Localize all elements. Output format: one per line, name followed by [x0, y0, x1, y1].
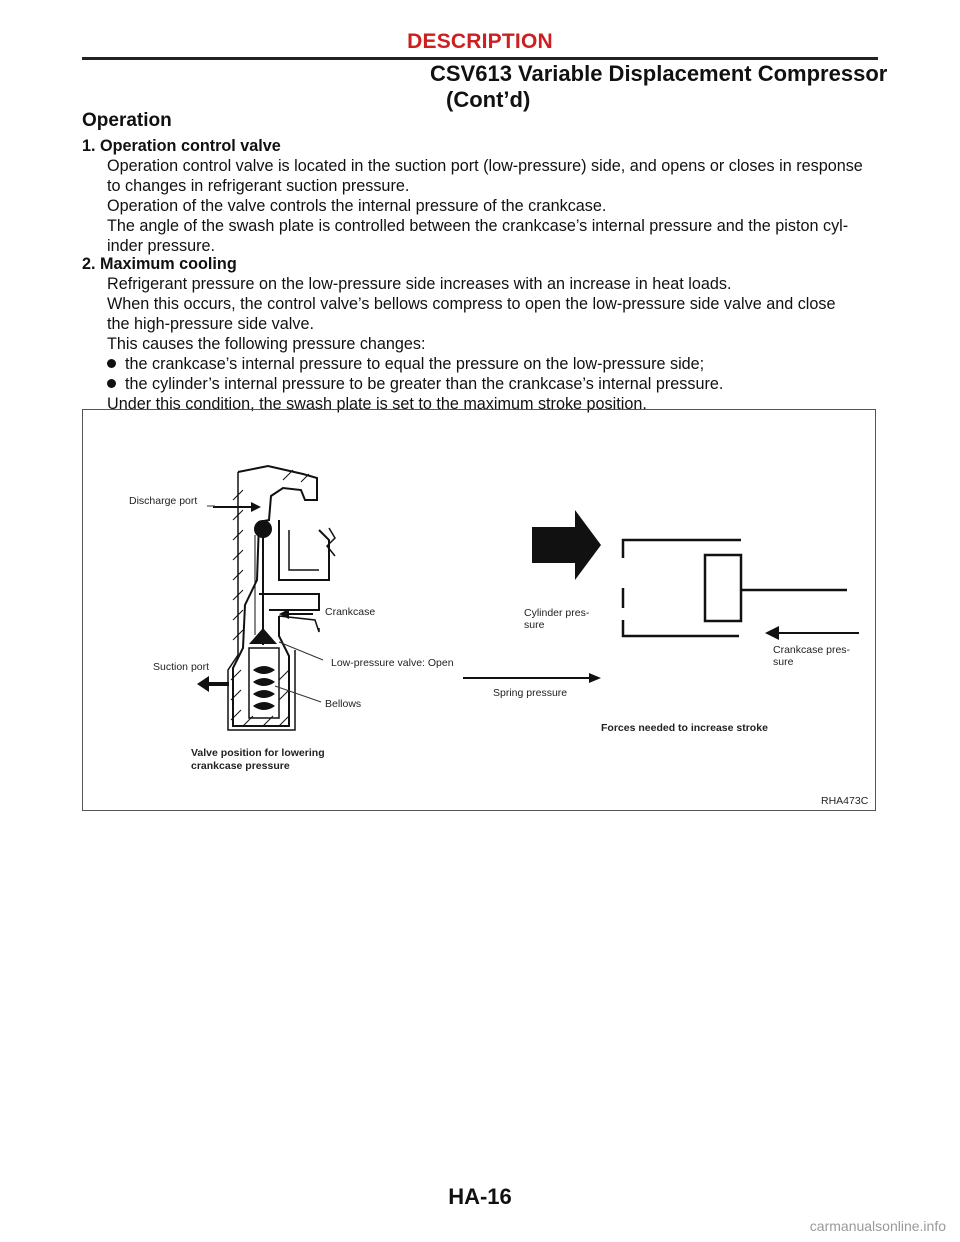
discharge-passage [279, 520, 329, 580]
item-maximum-cooling [82, 254, 882, 414]
discharge-arrow-icon [213, 502, 261, 512]
piston-drawing [623, 540, 847, 636]
label-low-pressure-valve: Low-pressure valve: Open [331, 657, 454, 669]
item1-title: 1. Operation control valve [82, 137, 281, 155]
control-valve-drawing [228, 466, 335, 730]
label-crankcase-pressure-line2: sure [773, 656, 794, 668]
operation-heading: Operation [82, 110, 172, 131]
item2-line: the high-pressure side valve. [107, 315, 314, 333]
item1-line: Operation of the valve controls the internal pressure of the crankcase. [107, 197, 607, 215]
item2-line: Refrigerant pressure on the low-pressure side increases with an increase in heat loads. [107, 275, 732, 293]
label-cylinder-pressure-line1: Cylinder pres- [524, 607, 590, 619]
bullet-dot-icon [107, 359, 116, 368]
item1-line: The angle of the swash plate is controlled between the crankcase’s internal pressure and the piston cyl- [107, 217, 849, 235]
valve-solid-parts [197, 502, 859, 710]
valve-ball-icon [254, 520, 272, 538]
valve-housing [233, 466, 317, 726]
valve-cone-icon [249, 628, 277, 644]
bellows-icon [253, 666, 275, 710]
label-crankcase: Crankcase [325, 606, 376, 618]
item1-line: Operation control valve is located in the suction port (low-pressure) side, and opens or closes in response [107, 157, 863, 175]
label-suction-port: Suction port [153, 661, 210, 673]
watermark: carmanualsonline.info [809, 1218, 946, 1234]
valve-caption-line2: crankcase pressure [191, 760, 290, 772]
crankcase-pressure-arrow-icon [765, 626, 859, 640]
label-cylinder-pressure-line2: sure [524, 619, 545, 631]
label-spring-pressure: Spring pressure [493, 687, 568, 699]
header-rule [82, 57, 878, 60]
item2-title: 2. Maximum cooling [82, 255, 237, 273]
item-operation-control-valve [82, 136, 882, 256]
piston-icon [705, 555, 741, 621]
label-discharge-port: Discharge port [129, 495, 198, 507]
crankcase-passage [259, 594, 319, 610]
item1-line: to changes in refrigerant suction pressure. [107, 177, 410, 195]
section-title: DESCRIPTION [407, 30, 553, 53]
page-title [430, 61, 887, 113]
item1-line: inder pressure. [107, 237, 215, 255]
page-title-line1: CSV613 Variable Displacement Compressor [430, 61, 888, 86]
leader-bellows [275, 686, 321, 702]
bullet-text: the crankcase’s internal pressure to equal the pressure on the low-pressure side; [125, 355, 705, 373]
forces-caption: Forces needed to increase stroke [601, 722, 768, 734]
bullet-item [82, 374, 882, 394]
page-number: HA-16 [448, 1184, 512, 1209]
cylinder-pressure-arrow-icon [532, 510, 601, 580]
spring-pressure-arrow-icon [463, 673, 601, 683]
bullet-item [82, 354, 882, 374]
cylinder-wall-bottom [623, 620, 739, 636]
valve-caption-line1: Valve position for lowering [191, 747, 325, 759]
crankcase-port [279, 616, 319, 632]
bullet-text: the cylinder’s internal pressure to be greater than the crankcase’s internal pressure. [125, 375, 724, 393]
page-title-line2: (Cont’d) [446, 87, 531, 112]
discharge-passage-inner [289, 530, 319, 570]
valve-diagram [83, 410, 877, 812]
figure-box [82, 409, 876, 811]
item2-line: This causes the following pressure changes: [107, 335, 426, 353]
label-crankcase-pressure-line1: Crankcase pres- [773, 644, 851, 656]
label-bellows: Bellows [325, 698, 362, 710]
bullet-dot-icon [107, 379, 116, 388]
suction-arrow-icon [197, 676, 229, 692]
item2-line: When this occurs, the control valve’s bellows compress to open the low-pressure side valve and close [107, 295, 836, 313]
figure-code: RHA473C [821, 795, 869, 807]
item2-conclusion: Under this condition, the swash plate is set to the maximum stroke position. [107, 395, 647, 413]
